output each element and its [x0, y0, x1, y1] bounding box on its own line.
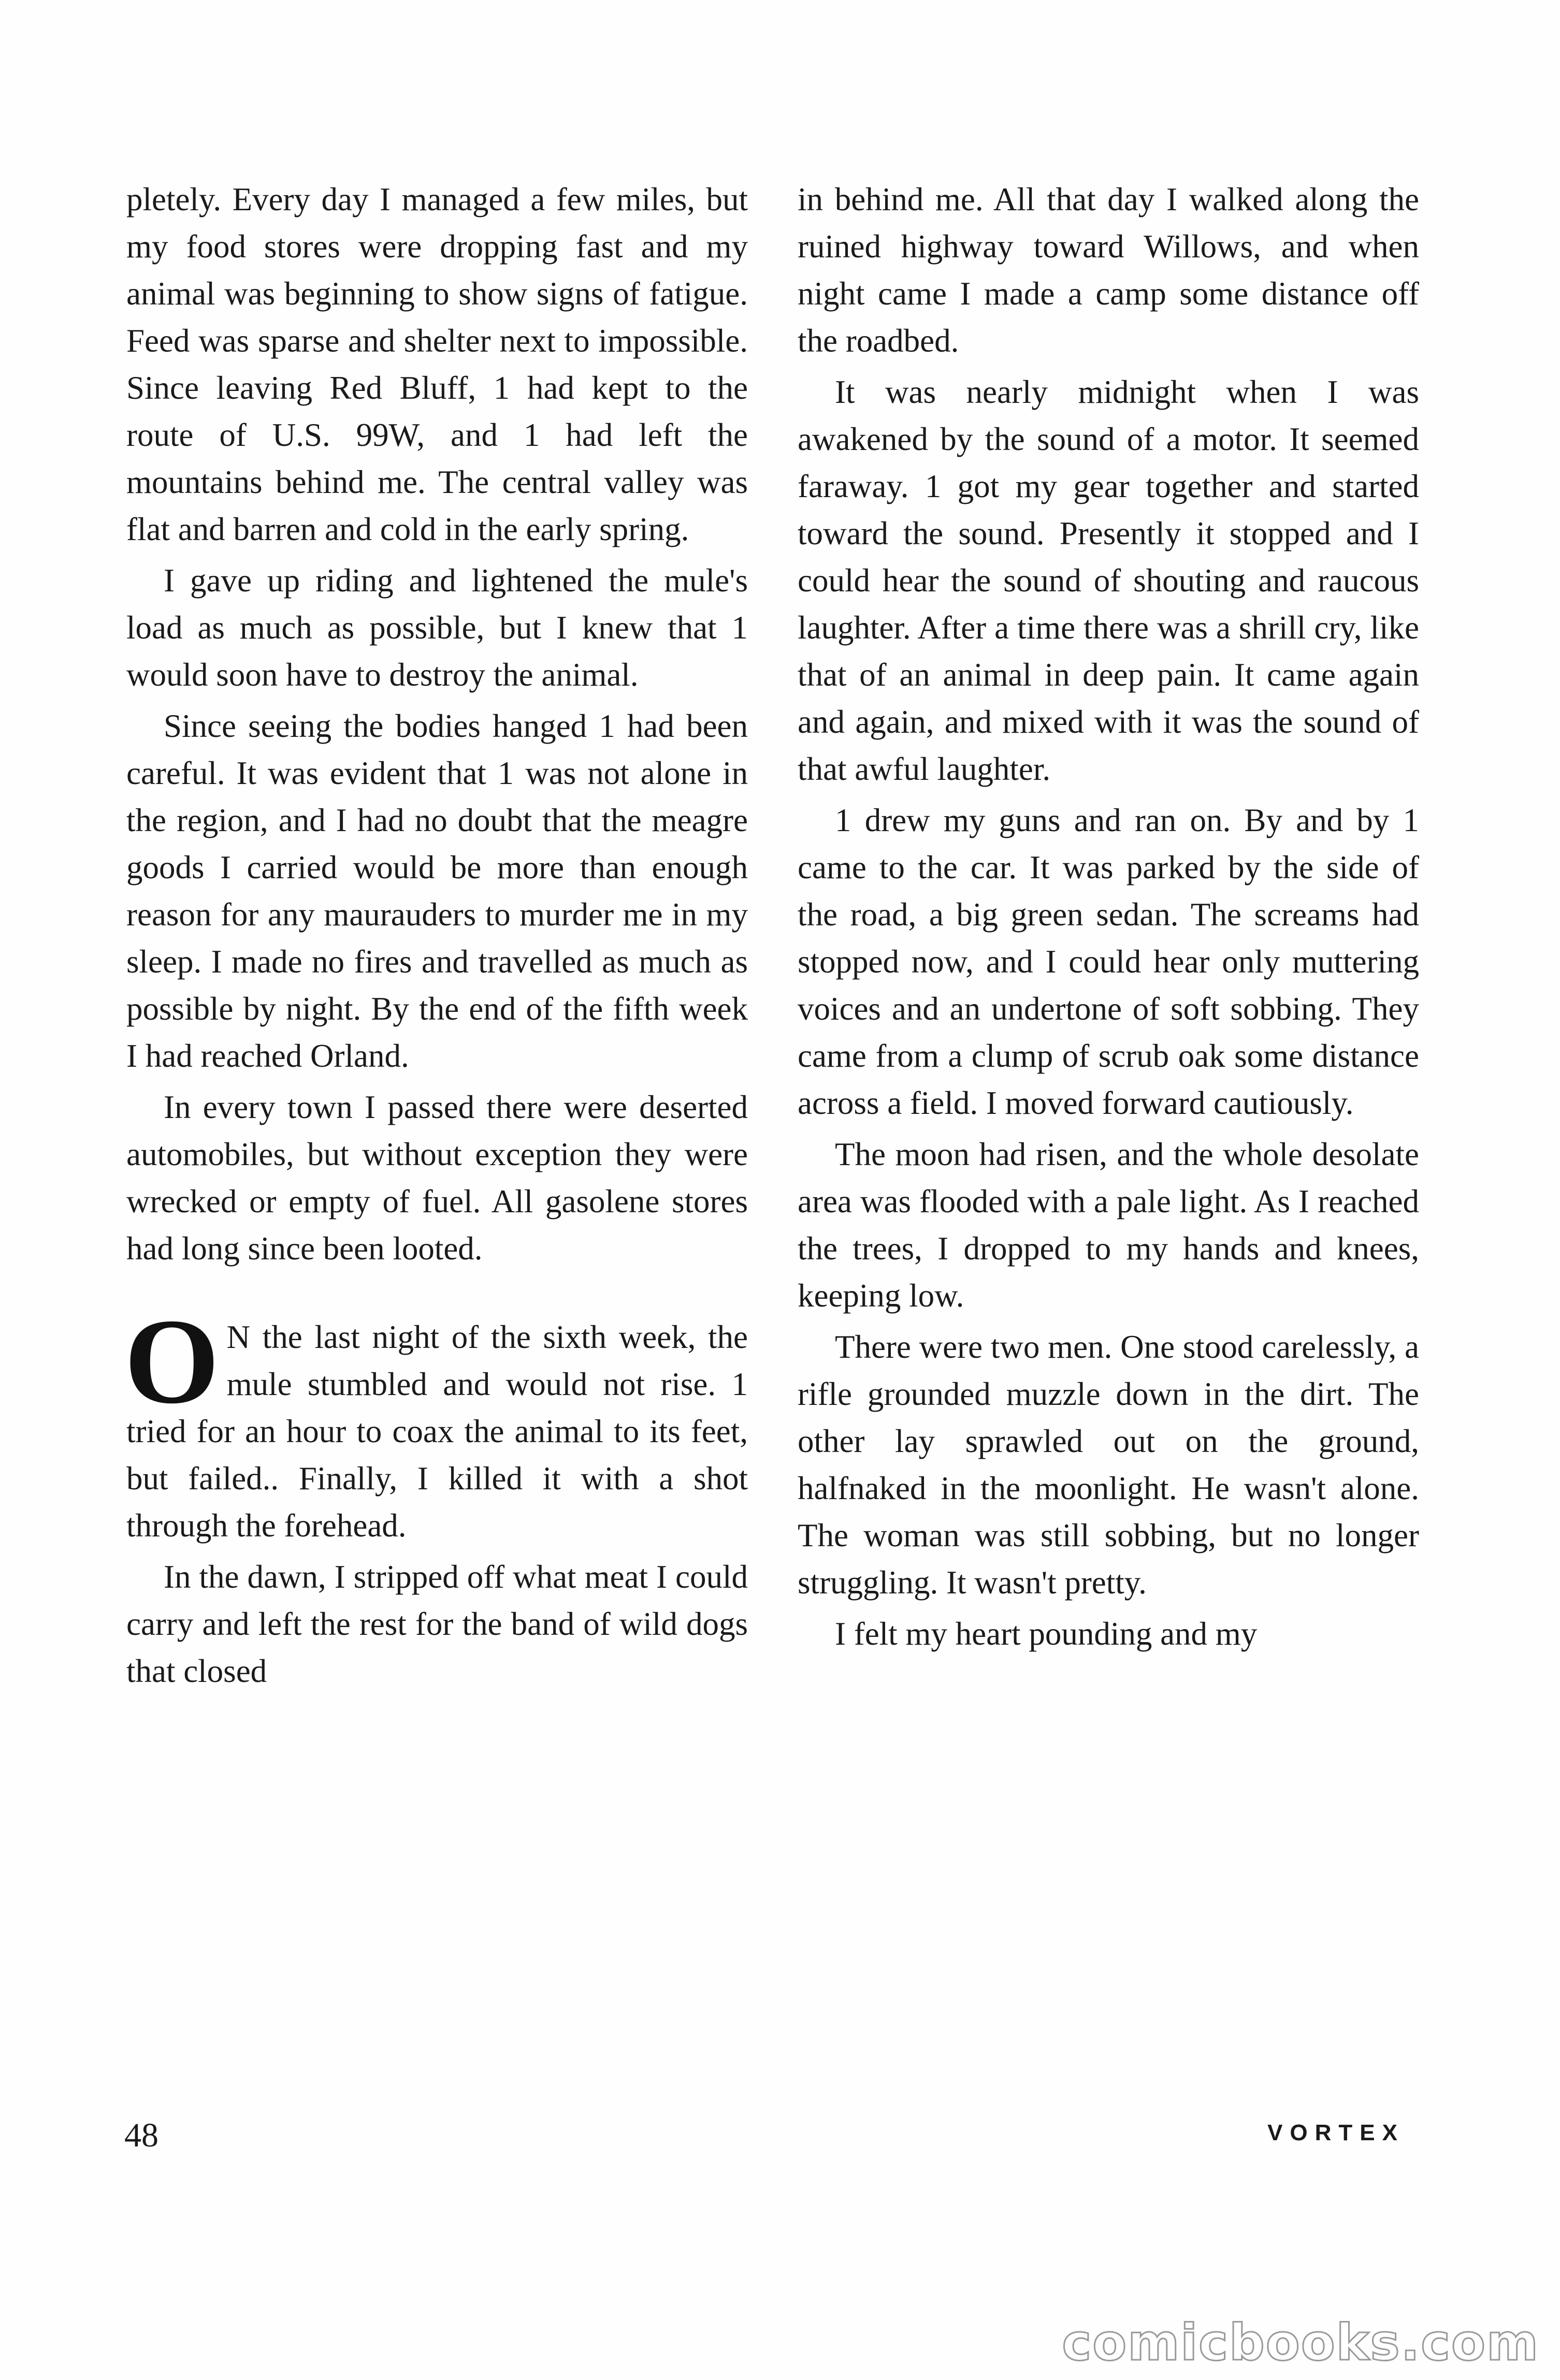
right-text-column — [798, 176, 1419, 1662]
running-footer-title: VORTEX — [1267, 2120, 1405, 2145]
paragraph: It was nearly midnight when I was awakened by the sound of a motor. It seemed faraway. 1 got my gear together and started toward the sound. Presently it stopped and I could hear the sound of shouting and raucous laughter. After a time there was a shrill cry, like that of an animal in deep pain. It came again and again, and mixed with it was the sound of that awful laughter. — [798, 374, 1419, 787]
paragraph-text: N the last night of the sixth week, the mule stumbled and would not rise. 1 tried for an hour to coax the animal to its feet, but failed.. Finally, I killed it with a shot through the forehead. — [126, 1319, 748, 1544]
paragraph: In the dawn, I stripped off what meat I could carry and left the rest for the band of wild dogs that closed — [126, 1559, 748, 1689]
site-watermark: comicbooks.com — [1062, 2314, 1539, 2372]
paragraph: in behind me. All that day I walked along the ruined highway toward Willows, and when night came I made a camp some distance off the roadbed. — [798, 181, 1419, 359]
paragraph: I felt my heart pounding and my — [835, 1616, 1258, 1652]
paragraph: I gave up riding and lightened the mule's load as much as possible, but I knew that 1 would soon have to destroy the animal. — [126, 562, 748, 693]
section-opening-paragraph — [124, 1294, 748, 1549]
paragraph: pletely. Every day I managed a few miles, but my food stores were dropping fast and my animal was beginning to show signs of fatigue. Feed was sparse and shelter next to impossible. Since leaving Red Bluff, 1 had kept to the route of U.S. 99W, and 1 had left the mountains behind me. The central valley was flat and barren and cold in the early spring. — [126, 181, 748, 547]
paragraph: 1 drew my guns and ran on. By and by 1 came to the car. It was parked by the side of the road, a big green sedan. The screams had stopped now, and I could hear only muttering voices and an undertone of soft sobbing. They came from a clump of scrub oak some distance across a field. I moved forward cautiously. — [798, 802, 1419, 1121]
paragraph: The moon had risen, and the whole desolate area was flooded with a pale light. As I reached the trees, I dropped to my hands and knees, keeping low. — [798, 1136, 1419, 1314]
paragraph: There were two men. One stood carelessly, a rifle grounded muzzle down in the dirt. The other lay sprawled out on the ground, halfnaked in the moonlight. He wasn't alone. The woman was still sobbing, but no longer struggling. It wasn't pretty. — [798, 1329, 1419, 1601]
paragraph: Since seeing the bodies hanged 1 had been careful. It was evident that 1 was not alone in the region, and I had no doubt that the meagre goods I carried would be more than enough reason for any maurauders to murder me in my sleep. I made no fires and travelled as much as possible by night. By the end of the fifth week I had reached Orland. — [126, 708, 748, 1074]
drop-cap: O — [124, 1294, 220, 1429]
paragraph: In every town I passed there were deserted automobiles, but without exception they were wrecked or empty of fuel. All gasolene stores had long since been looted. — [126, 1089, 748, 1267]
left-text-column — [126, 176, 748, 1699]
page-number: 48 — [124, 2116, 158, 2154]
